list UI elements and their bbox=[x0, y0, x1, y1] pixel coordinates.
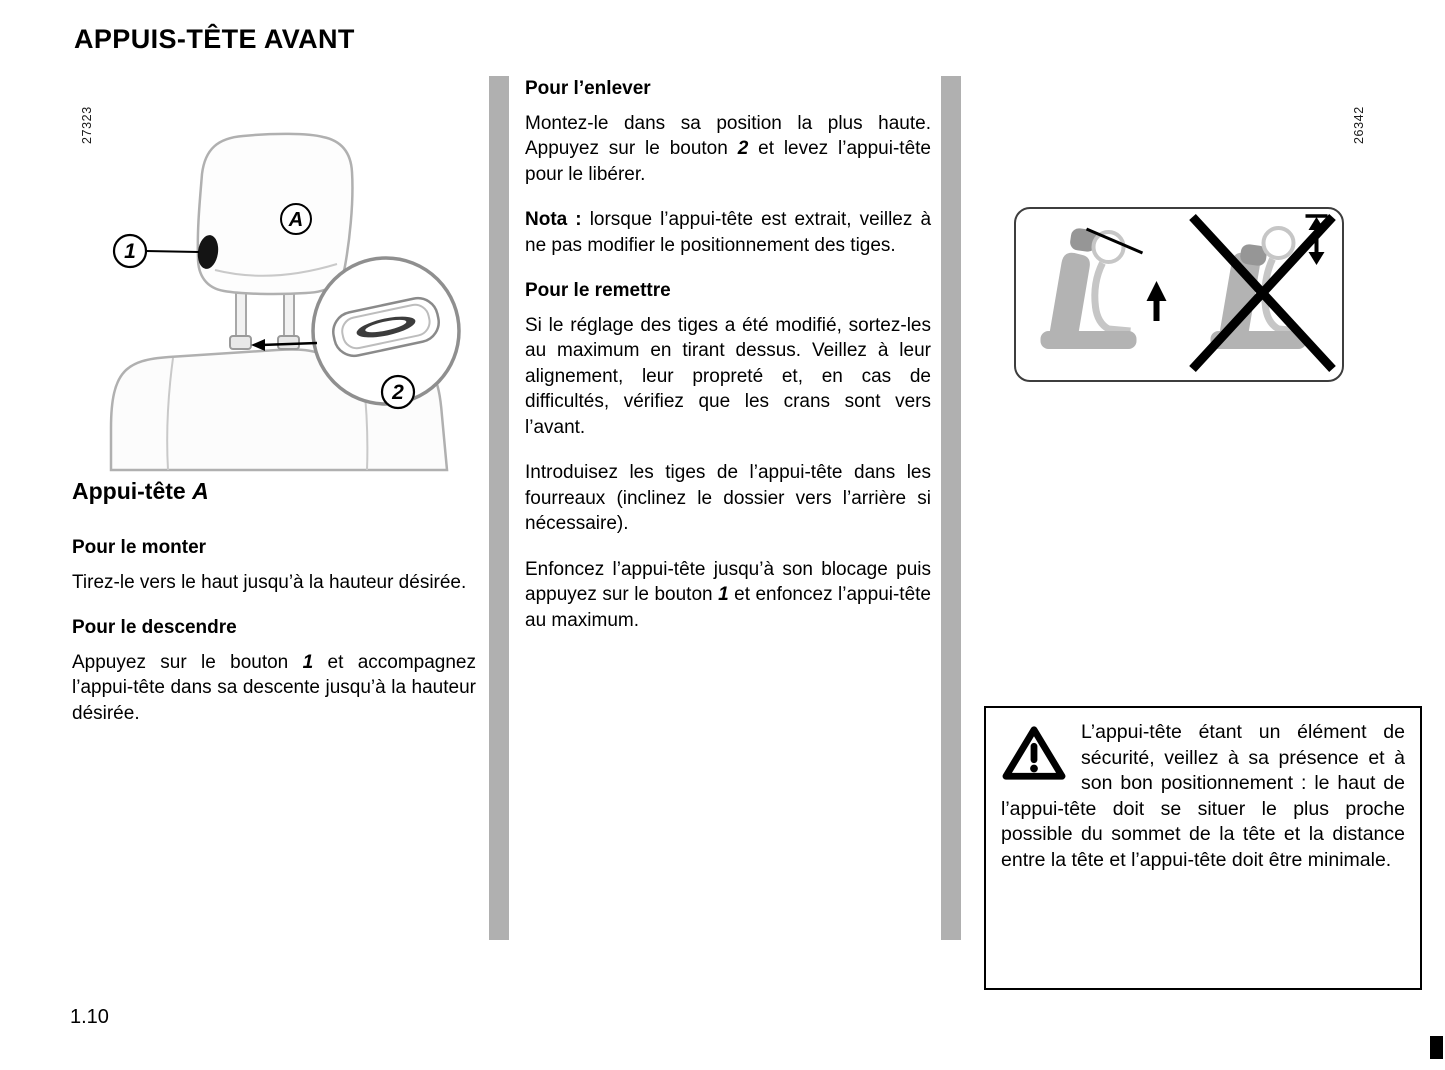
up-arrowhead bbox=[1147, 281, 1167, 301]
monter-paragraph: Tirez-le vers le haut jusqu’à la hauteur désirée. bbox=[72, 571, 467, 593]
column-divider-bar bbox=[489, 76, 509, 940]
warning-triangle-icon bbox=[1001, 723, 1067, 783]
descendre-heading: Pour le descendre bbox=[72, 617, 237, 638]
safety-warning-box bbox=[984, 706, 1422, 990]
text-run: et levez l’appui-tête pour le libérer. bbox=[525, 138, 931, 185]
left-column bbox=[72, 478, 476, 726]
pointer-line bbox=[261, 343, 317, 345]
label-a: A bbox=[288, 209, 304, 231]
position-pictograms bbox=[1016, 209, 1341, 379]
remettre-heading: Pour le remettre bbox=[525, 280, 671, 301]
button-ref-1: 1 bbox=[302, 651, 314, 673]
section-heading bbox=[72, 478, 476, 505]
descendre-paragraph bbox=[72, 650, 476, 727]
button-ref-1: 1 bbox=[718, 584, 729, 605]
text-run: Appuyez sur le bouton bbox=[72, 651, 303, 673]
button-ref-2: 2 bbox=[737, 138, 749, 159]
enlever-heading: Pour l’enlever bbox=[525, 78, 651, 99]
section-heading-variant: A bbox=[192, 478, 209, 504]
pointer-arrowhead bbox=[251, 339, 265, 351]
nota-label: Nota : bbox=[525, 209, 582, 230]
remettre-paragraph-2: Introduisez les tiges de l’appui-tête dans les fourreaux (inclinez le dossier vers l’arrière si nécessaire). bbox=[525, 462, 931, 534]
section-end-mark bbox=[1430, 1036, 1443, 1059]
monter-heading: Pour le monter bbox=[72, 537, 207, 558]
post-collar bbox=[230, 336, 251, 349]
photo-code-left: 27323 bbox=[80, 106, 94, 144]
callout-1-line bbox=[146, 251, 199, 252]
photo-code-right: 26342 bbox=[1352, 106, 1366, 144]
middle-column bbox=[525, 76, 931, 633]
warning-text: L’appui-tête étant un élément de sécurité, veillez à sa présence et à son bon positionnement : le haut de l’appui-tête doit se situer le plus proche possible du sommet de la tête et la distance entre la tête et l’appui-tête doit être minimale. bbox=[1001, 721, 1405, 871]
post-collar bbox=[278, 336, 299, 349]
text-run: lorsque l’appui-tête est extrait, veillez à ne pas modifier le positionnement des tiges. bbox=[525, 209, 932, 256]
callout-2-label: 2 bbox=[392, 381, 404, 404]
headrest bbox=[198, 134, 353, 294]
person-head bbox=[1094, 232, 1124, 262]
headrest-position-figure bbox=[1014, 207, 1344, 382]
page-number: 1.10 bbox=[70, 1006, 109, 1028]
text-run: Montez-le dans sa position la plus haute. Appuyez sur le bouton bbox=[525, 112, 931, 159]
enlever-paragraph bbox=[525, 111, 931, 188]
person-head bbox=[1264, 228, 1294, 258]
person-body bbox=[1095, 263, 1131, 331]
text-run: et enfoncez l’appui-tête au maximum. bbox=[525, 584, 931, 631]
headrest-diagram bbox=[65, 112, 475, 472]
text-run: et accompagnez l’appui-tête dans sa descente jusqu’à la hauteur désirée. bbox=[72, 651, 476, 724]
remettre-paragraph-1: Si le réglage des tiges a été modifié, sortez-les au maximum en tirant dessus. Veillez à leur alignement, leur propreté et, en cas de difficultés, vérifiez que les crans sont vers l’avant. bbox=[525, 314, 931, 438]
callout-1-label: 1 bbox=[124, 240, 136, 263]
nota-paragraph bbox=[525, 207, 931, 258]
text-run: Enfoncez l’appui-tête jusqu’à son blocage puis appuyez sur le bouton bbox=[525, 558, 931, 605]
column-divider-bar bbox=[941, 76, 961, 940]
remettre-paragraph-3 bbox=[525, 557, 931, 634]
correct-seat-pictogram bbox=[1041, 227, 1167, 349]
page-title: APPUIS-TÊTE AVANT bbox=[74, 24, 355, 54]
double-arrowhead-bottom bbox=[1309, 252, 1325, 265]
section-heading-text: Appui-tête bbox=[72, 478, 193, 504]
